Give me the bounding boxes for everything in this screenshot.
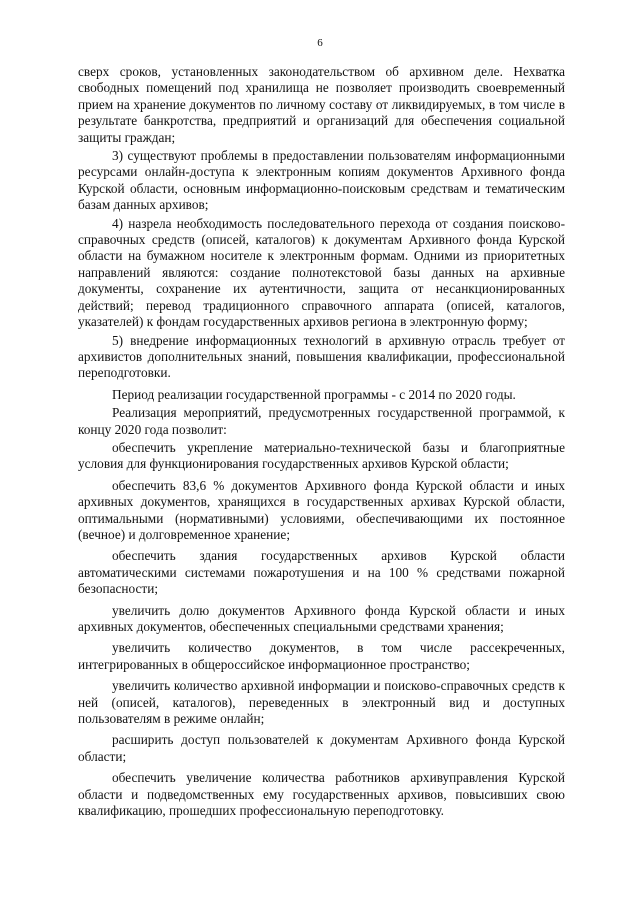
paragraph: обеспечить увеличение количества работников архивуправления Курской области и подведомственных ему государственных архивов, повысивших свою квалификацию, прошедших профессиональную переподготовку. — [78, 770, 565, 819]
paragraph: увеличить долю документов Архивного фонда Курской области и иных архивных документов, обеспеченных специальными средствами хранения; — [78, 602, 565, 634]
paragraph: 5) внедрение информационных технологий в архивную отрасль требует от архивистов дополнительных знаний, повышения квалификации, профессиональной переподготовки. — [78, 332, 565, 381]
paragraph: 4) назрела необходимость последовательного перехода от создания поисково-справочных средств (описей, каталогов) к документам Архивного фонда Курской области на бумажном носителе к электронным формам. Одними из приоритетных направлений являются: создание полнотекстовой базы данных на архивные документы, сохранение их аутентичности, защита от несанкционированных действий; перевод традиционного справочного аппарата (описей, каталогов, указателей) к фондам государственных архивов региона в электронную форму; — [78, 215, 565, 330]
paragraph: расширить доступ пользователей к документам Архивного фонда Курской области; — [78, 732, 565, 764]
document-body — [78, 64, 565, 821]
paragraph: Реализация мероприятий, предусмотренных государственной программой, к концу 2020 года позволит: — [78, 405, 565, 437]
page-number: 6 — [317, 37, 323, 49]
paragraph: обеспечить 83,6 % документов Архивного фонда Курской области и иных архивных документов, хранящихся в государственных архивах Курской области, оптимальными (нормативными) условиями, обеспечивающими их постоянное (вечное) и долговременное хранение; — [78, 477, 565, 542]
paragraph: обеспечить здания государственных архивов Курской области автоматическими системами пожаротушения и на 100 % средствами пожарной безопасности; — [78, 548, 565, 597]
paragraph: Период реализации государственной программы - с 2014 по 2020 годы. — [112, 386, 516, 402]
paragraph: увеличить количество архивной информации и поисково-справочных средств к ней (описей, каталогов), переведенных в электронный вид и доступных пользователям в режиме онлайн; — [78, 678, 565, 727]
paragraph: обеспечить укрепление материально-технической базы и благоприятные условия для функционирования государственных архивов Курской области; — [78, 439, 565, 472]
paragraph: сверх сроков, установленных законодательством об архивном деле. Нехватка свободных помещений под хранилища не позволяет производить своевременный прием на хранение документов по личному составу от ликвидируемых, в том числе в результате банкротства, предприятий и организаций для обеспечения социальной защиты граждан; — [78, 64, 565, 145]
paragraph: 3) существуют проблемы в предоставлении пользователям информационными ресурсами онлайн-доступа к электронным копиям документов Архивного фонда Курской области, основным информационно-поисковым средствам и тематическим базам данных архивов; — [78, 148, 565, 213]
paragraph: увеличить количество документов, в том числе рассекреченных, интегрированных в общероссийское информационное пространство; — [78, 640, 565, 672]
